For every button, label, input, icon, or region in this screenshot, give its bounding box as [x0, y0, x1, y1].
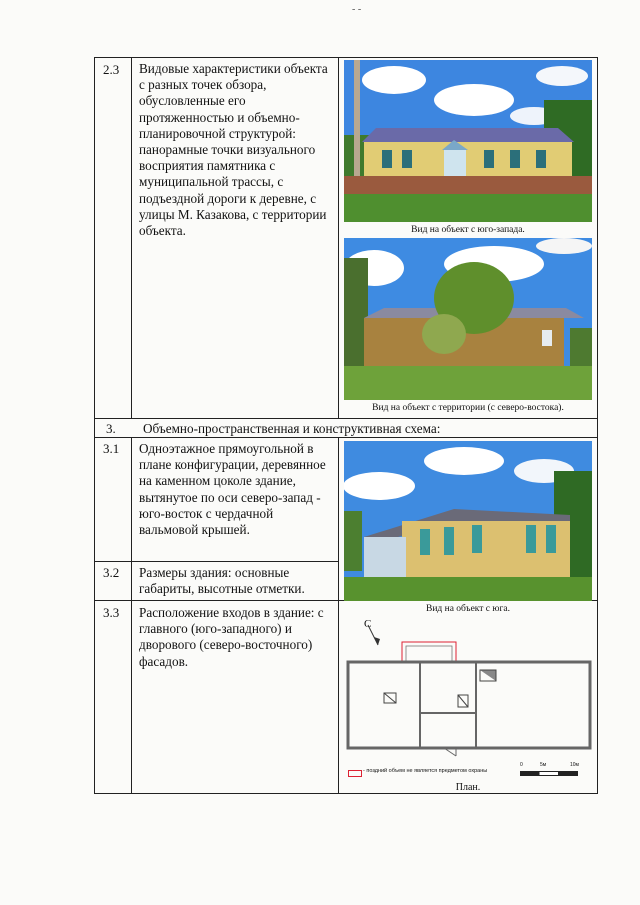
row-number: 3.2: [103, 565, 120, 580]
photo-caption: Вид на объект с юго-запада.: [411, 225, 525, 235]
row-text: Объемно-пространственная и конструктивная схема:: [143, 421, 441, 436]
photo-northeast-view: [344, 238, 592, 400]
row-text: Расположение входов в здание: с главного (юго-западного) и дворового (северо-восточного) фасадов.: [139, 605, 324, 669]
col-sep-2b: [338, 437, 339, 794]
scale-label: 5м: [540, 762, 547, 768]
photo-caption: Вид на объект с территории (с северо-востока).: [372, 403, 564, 413]
row-sep-c: [94, 561, 338, 562]
row-number: 2.3: [103, 62, 120, 77]
row-number: 3.: [106, 421, 116, 436]
row-number: 3.1: [103, 441, 120, 456]
row-text: Видовые характеристики объекта с разных точек обзора, обусловленные его протяженностью и объемно-планировочной структурой: панорамные точки визуального восприятия памятника с муниципальной трассы, с подъездной дороги к деревне, с улицы М. Казакова, с территории объекта.: [139, 61, 328, 239]
row-text: Размеры здания: основные габариты, высотные отметки.: [139, 565, 305, 597]
row-number: 3.3: [103, 605, 120, 620]
plan-north-letter: С: [364, 618, 372, 630]
photo-south-view: [344, 441, 592, 601]
scale-label: 0: [520, 762, 523, 768]
scale-label: 10м: [570, 762, 579, 768]
plan-caption: План.: [455, 782, 481, 793]
photo-southwest-view: [344, 60, 592, 222]
col-sep-1: [131, 57, 132, 418]
col-sep-2: [338, 57, 339, 418]
legend-text: - поздний объем не является предметом охраны: [363, 768, 488, 774]
legend-swatch: [348, 770, 362, 777]
floor-plan: [344, 615, 594, 780]
row-text: Одноэтажное прямоугольной в плане конфигурации, деревянное на каменном цоколе здание, вытянутое по оси северо-запад - юго-восток с чердачной вальмовой крышей.: [139, 441, 326, 538]
col-sep-1b: [131, 437, 132, 794]
photo-caption: Вид на объект с юга.: [426, 604, 510, 614]
top-mark: - -: [352, 4, 362, 15]
row-sep-a: [94, 418, 598, 419]
scale-bar: [520, 771, 578, 776]
